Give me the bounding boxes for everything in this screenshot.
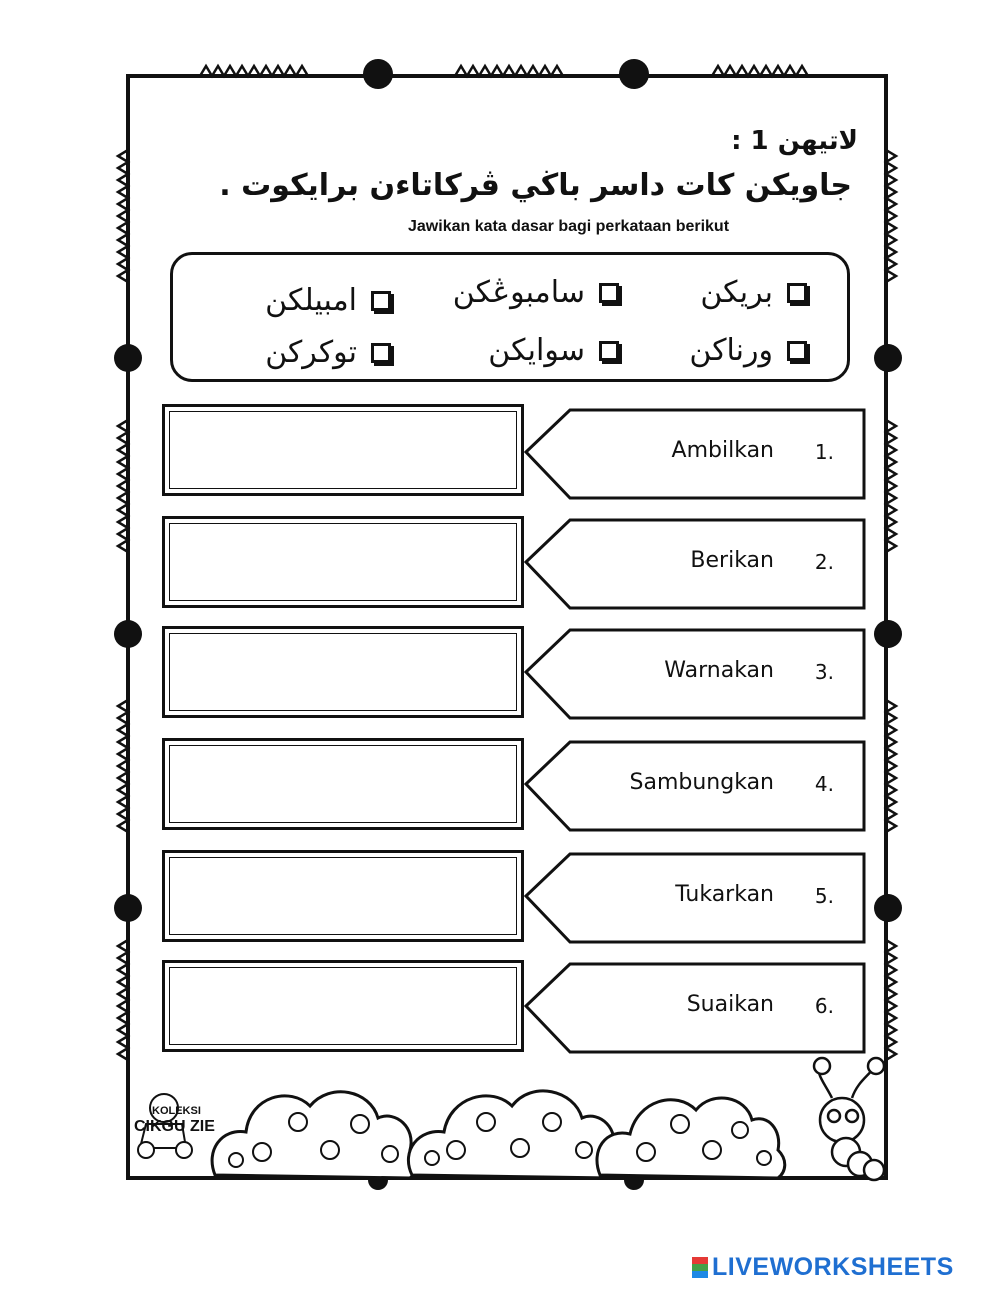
question-tag-6 bbox=[524, 962, 866, 1054]
answer-box-3[interactable] bbox=[162, 626, 524, 718]
word-option[interactable] bbox=[453, 275, 619, 310]
word-option-label: امبيلکن bbox=[265, 283, 357, 318]
answer-box-5[interactable] bbox=[162, 850, 524, 942]
question-word: Suaikan bbox=[686, 992, 774, 1017]
question-word: Sambungkan bbox=[629, 770, 774, 795]
logo-text: LIVEWORKSHEETS bbox=[712, 1253, 954, 1281]
checkbox-icon[interactable] bbox=[371, 343, 391, 363]
question-tag-3 bbox=[524, 628, 866, 720]
checkbox-icon[interactable] bbox=[787, 283, 807, 303]
checkbox-icon[interactable] bbox=[599, 341, 619, 361]
answer-box-2[interactable] bbox=[162, 516, 524, 608]
instruction-rumi: Jawikan kata dasar bagi perkataan berikut bbox=[408, 218, 730, 235]
question-tag-1 bbox=[524, 408, 866, 500]
question-word: Tukarkan bbox=[675, 882, 774, 907]
word-option[interactable] bbox=[488, 333, 619, 368]
instruction-jawi: جاويكن كات داسر باڬي ڤركاتاءن برايكوت . bbox=[219, 168, 852, 203]
word-option-label: ورناکن bbox=[689, 333, 773, 368]
logo-icon bbox=[692, 1257, 708, 1279]
answer-box-4[interactable] bbox=[162, 738, 524, 830]
question-number: 3. bbox=[814, 660, 834, 684]
question-number: 6. bbox=[814, 994, 834, 1018]
question-number: 1. bbox=[814, 440, 834, 464]
author-credit bbox=[134, 1104, 215, 1134]
word-bank bbox=[170, 252, 850, 382]
word-option[interactable] bbox=[700, 275, 807, 310]
author-line: CIKGU ZIE bbox=[134, 1118, 215, 1135]
checkbox-icon[interactable] bbox=[371, 291, 391, 311]
word-option[interactable] bbox=[265, 335, 391, 370]
answer-box-6[interactable] bbox=[162, 960, 524, 1052]
checkbox-icon[interactable] bbox=[787, 341, 807, 361]
question-number: 4. bbox=[814, 772, 834, 796]
question-word: Warnakan bbox=[664, 658, 774, 683]
question-tag-2 bbox=[524, 518, 866, 610]
author-line: KOLEKSI bbox=[152, 1105, 201, 1117]
word-option-label: سامبوڠکن bbox=[452, 275, 585, 310]
word-option[interactable] bbox=[689, 333, 807, 368]
word-option-label: توکرکن bbox=[265, 335, 357, 370]
liveworksheets-logo[interactable] bbox=[692, 1253, 954, 1282]
answer-box-1[interactable] bbox=[162, 404, 524, 496]
question-tag-5 bbox=[524, 852, 866, 944]
question-word: Ambilkan bbox=[671, 438, 774, 463]
question-word: Berikan bbox=[690, 548, 774, 573]
question-number: 5. bbox=[814, 884, 834, 908]
question-number: 2. bbox=[814, 550, 834, 574]
word-option[interactable] bbox=[265, 283, 391, 318]
word-option-label: بريکن bbox=[700, 275, 773, 310]
question-tag-4 bbox=[524, 740, 866, 832]
word-option-label: سوايکن bbox=[488, 333, 585, 368]
exercise-title: لاتيهن 1 : bbox=[731, 126, 858, 156]
checkbox-icon[interactable] bbox=[599, 283, 619, 303]
